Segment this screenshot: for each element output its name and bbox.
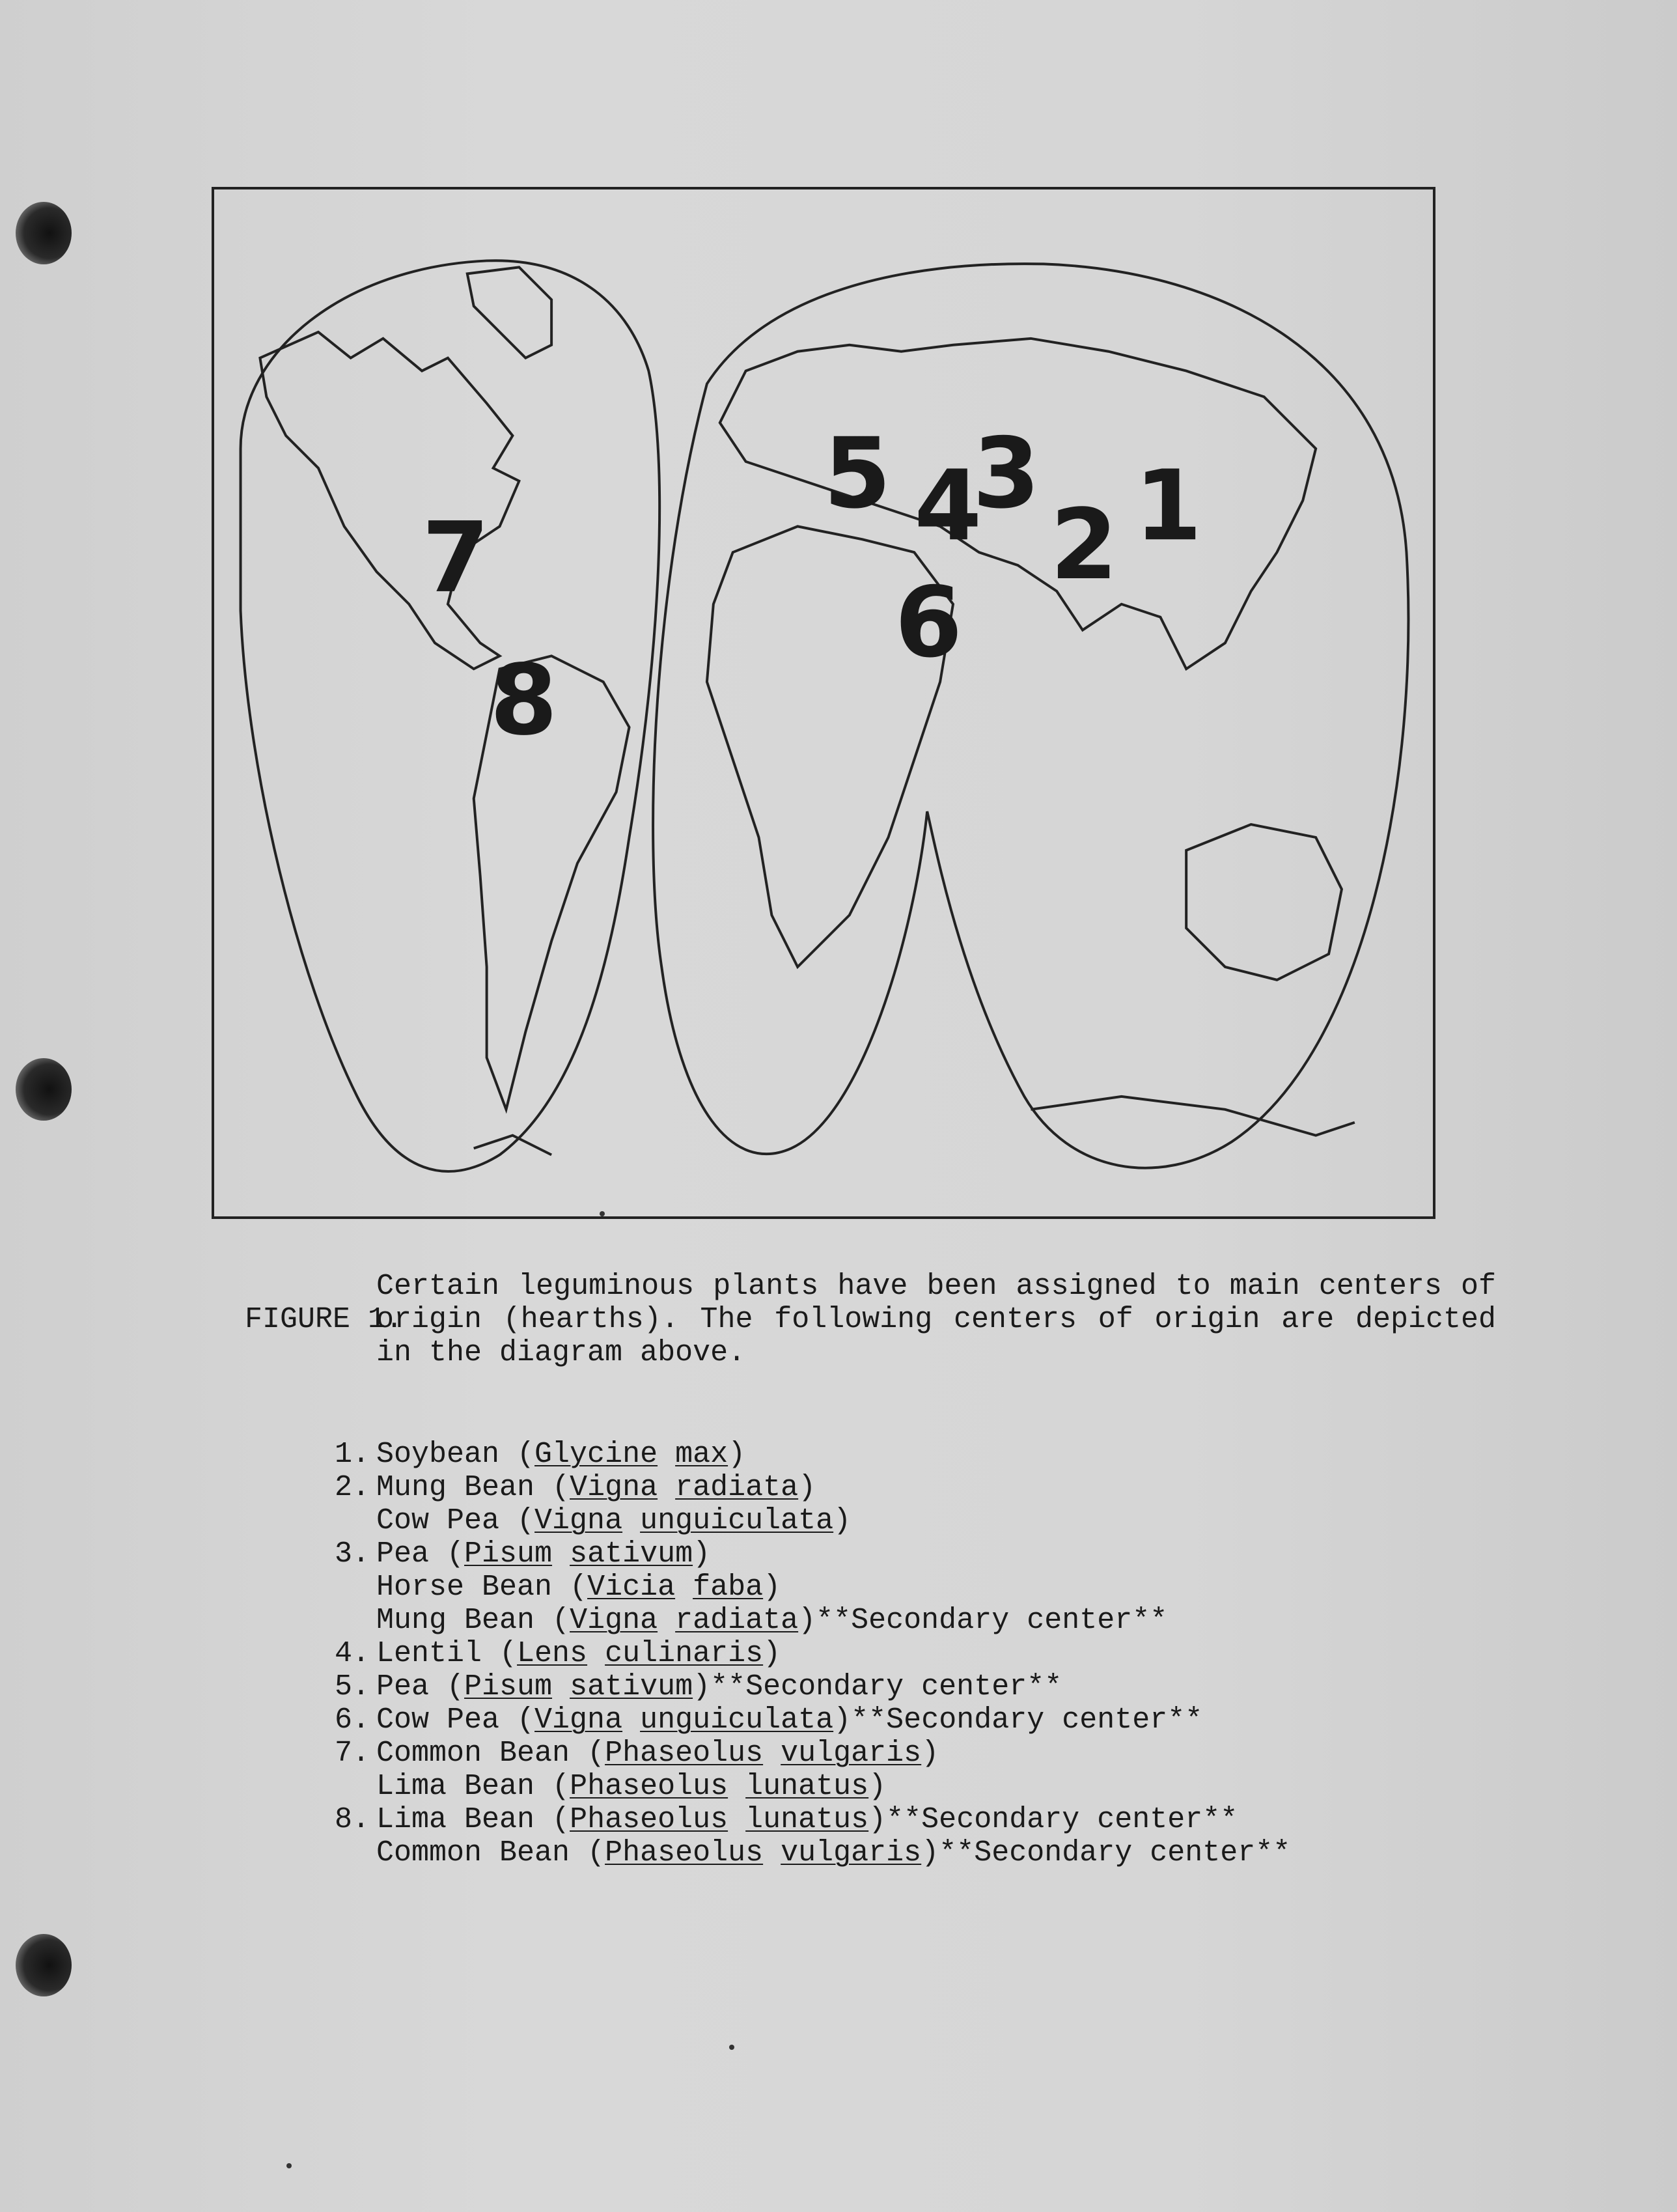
- binder-hole: [16, 1934, 72, 1996]
- list-item-number: 7.: [334, 1737, 370, 1770]
- binder-hole: [16, 202, 72, 264]
- genus-name: Vigna: [570, 1471, 658, 1504]
- world-map-figure: [212, 187, 1435, 1219]
- list-item-number: 5.: [334, 1670, 370, 1703]
- genus-name: Phaseolus: [605, 1737, 764, 1770]
- plant-entry: Pea (Pisum sativum): [376, 1537, 711, 1571]
- caption-text: Certain leguminous plants have been assigned to main centers of origin (hearths). The following centers of origin are depicted in the diagram above.: [376, 1270, 1496, 1369]
- world-map-svg: [214, 189, 1433, 1216]
- plant-entry: Mung Bean (Vigna radiata): [376, 1471, 816, 1504]
- plant-entry: Common Bean (Phaseolus vulgaris): [376, 1737, 939, 1770]
- caption-label: FIGURE 1.: [245, 1303, 404, 1336]
- plant-entry: Lentil (Lens culinaris): [376, 1637, 781, 1670]
- list-item: [311, 1703, 1483, 1737]
- figure-caption: [174, 1270, 1496, 1403]
- plant-entry: Common Bean (Phaseolus vulgaris)**Secondary center**: [376, 1836, 1291, 1869]
- plant-entry: Lima Bean (Phaseolus lunatus)**Secondary center**: [376, 1803, 1238, 1836]
- secondary-center-note: **Secondary center**: [939, 1836, 1291, 1869]
- australia-landmass: [1186, 824, 1342, 980]
- common-name: Pea: [376, 1670, 430, 1703]
- common-name: Lima Bean: [376, 1770, 535, 1803]
- center-number-2: 2: [1050, 488, 1118, 602]
- species-name: vulgaris: [781, 1737, 922, 1770]
- common-name: Mung Bean: [376, 1471, 535, 1504]
- list-item-number: 6.: [334, 1703, 370, 1737]
- plant-entry: Lima Bean (Phaseolus lunatus): [376, 1770, 887, 1803]
- list-item-number: 4.: [334, 1637, 370, 1670]
- center-number-6: 6: [894, 566, 963, 680]
- center-number-3: 3: [972, 417, 1040, 531]
- genus-name: Pisum: [464, 1537, 553, 1571]
- common-name: Mung Bean: [376, 1604, 535, 1637]
- species-name: unguiculata: [640, 1703, 834, 1737]
- speck: [286, 2163, 292, 2168]
- list-item: [311, 1504, 1483, 1537]
- list-item: [311, 1604, 1483, 1637]
- species-name: lunatus: [745, 1803, 869, 1836]
- speck: [600, 1211, 605, 1216]
- genus-name: Pisum: [464, 1670, 553, 1703]
- genus-name: Vigna: [534, 1504, 623, 1537]
- common-name: Common Bean: [376, 1737, 570, 1770]
- species-name: radiata: [675, 1471, 799, 1504]
- list-item: [311, 1438, 1483, 1471]
- secondary-center-note: **Secondary center**: [886, 1803, 1238, 1836]
- plant-entry: Cow Pea (Vigna unguiculata)**Secondary center**: [376, 1703, 1203, 1737]
- antarctica-landmass: [1031, 1097, 1354, 1136]
- list-item: [311, 1571, 1483, 1604]
- western-hemisphere-outline: [241, 260, 660, 1171]
- plant-entry: Pea (Pisum sativum)**Secondary center**: [376, 1670, 1062, 1703]
- genus-name: Phaseolus: [570, 1770, 728, 1803]
- common-name: Lima Bean: [376, 1803, 535, 1836]
- genus-name: Vigna: [534, 1703, 623, 1737]
- plant-entry: Mung Bean (Vigna radiata)**Secondary center**: [376, 1604, 1168, 1637]
- north-america-landmass: [260, 332, 519, 669]
- plant-entry: Cow Pea (Vigna unguiculata): [376, 1504, 852, 1537]
- common-name: Lentil: [376, 1637, 482, 1670]
- speck: [729, 2045, 734, 2050]
- center-number-5: 5: [824, 417, 891, 531]
- common-name: Pea: [376, 1537, 430, 1571]
- species-name: sativum: [570, 1670, 693, 1703]
- list-item: [311, 1670, 1483, 1703]
- greenland-landmass: [467, 267, 551, 357]
- common-name: Common Bean: [376, 1836, 570, 1869]
- list-item: [311, 1737, 1483, 1770]
- species-name: radiata: [675, 1604, 799, 1637]
- common-name: Horse Bean: [376, 1571, 553, 1604]
- species-name: vulgaris: [781, 1836, 922, 1869]
- secondary-center-note: **Secondary center**: [710, 1670, 1062, 1703]
- center-number-8: 8: [490, 643, 558, 757]
- list-item: [311, 1637, 1483, 1670]
- list-item: [311, 1770, 1483, 1803]
- genus-name: Glycine: [534, 1438, 658, 1471]
- center-number-1: 1: [1134, 449, 1202, 563]
- common-name: Cow Pea: [376, 1504, 500, 1537]
- eastern-hemisphere-outline: [653, 264, 1408, 1168]
- species-name: max: [675, 1438, 728, 1471]
- genus-name: Vigna: [570, 1604, 658, 1637]
- species-name: sativum: [570, 1537, 693, 1571]
- centers-of-origin-list: [311, 1438, 1483, 1869]
- binder-hole: [16, 1058, 72, 1121]
- secondary-center-note: **Secondary center**: [816, 1604, 1168, 1637]
- list-item: [311, 1836, 1483, 1869]
- list-item-number: 8.: [334, 1803, 370, 1836]
- genus-name: Vicia: [587, 1571, 676, 1604]
- center-number-4: 4: [914, 449, 982, 563]
- genus-name: Phaseolus: [605, 1836, 764, 1869]
- species-name: lunatus: [745, 1770, 869, 1803]
- plant-entry: Soybean (Glycine max): [376, 1438, 746, 1471]
- list-item-number: 3.: [334, 1537, 370, 1571]
- genus-name: Lens: [517, 1637, 588, 1670]
- species-name: faba: [693, 1571, 764, 1604]
- genus-name: Phaseolus: [570, 1803, 728, 1836]
- common-name: Cow Pea: [376, 1703, 500, 1737]
- common-name: Soybean: [376, 1438, 500, 1471]
- list-item: [311, 1471, 1483, 1504]
- center-number-7: 7: [422, 501, 490, 615]
- list-item-number: 1.: [334, 1438, 370, 1471]
- plant-entry: Horse Bean (Vicia faba): [376, 1571, 781, 1604]
- list-item: [311, 1803, 1483, 1836]
- list-item-number: 2.: [334, 1471, 370, 1504]
- species-name: unguiculata: [640, 1504, 834, 1537]
- list-item: [311, 1537, 1483, 1571]
- species-name: culinaris: [605, 1637, 764, 1670]
- secondary-center-note: **Secondary center**: [851, 1703, 1203, 1737]
